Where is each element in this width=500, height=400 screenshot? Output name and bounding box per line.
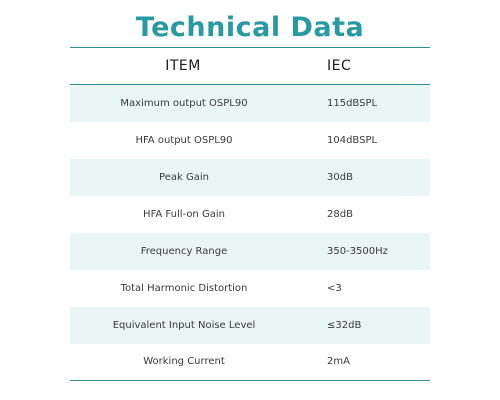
row-value: 115dBSPL — [327, 97, 378, 109]
row-value: 350-3500Hz — [327, 245, 388, 257]
row-value: 28dB — [327, 208, 353, 220]
row-value: 30dB — [327, 171, 353, 183]
technical-data-table — [70, 47, 430, 381]
table-row — [70, 307, 430, 344]
row-value: <3 — [327, 282, 342, 294]
table-row — [70, 196, 430, 233]
header-iec: IEC — [327, 58, 352, 74]
row-item: HFA Full-on Gain — [143, 208, 225, 220]
table-header-row — [70, 48, 430, 85]
table-row — [70, 233, 430, 270]
row-value: ≤32dB — [327, 319, 362, 331]
row-item: Working Current — [143, 356, 225, 368]
table-row — [70, 85, 430, 122]
header-item: ITEM — [165, 58, 201, 74]
row-item: Total Harmonic Distortion — [120, 282, 248, 294]
row-item: HFA output OSPL90 — [135, 134, 233, 146]
row-item: Frequency Range — [140, 245, 228, 257]
row-value: 2mA — [327, 356, 350, 368]
row-value: 104dBSPL — [327, 134, 378, 146]
table-row — [70, 159, 430, 196]
row-item: Maximum output OSPL90 — [120, 97, 248, 109]
row-item: Equivalent Input Noise Level — [112, 319, 256, 331]
row-item: Peak Gain — [159, 171, 209, 183]
page-title: Technical Data — [135, 12, 365, 43]
table-row — [70, 344, 430, 381]
table-row — [70, 122, 430, 159]
table-row — [70, 270, 430, 307]
